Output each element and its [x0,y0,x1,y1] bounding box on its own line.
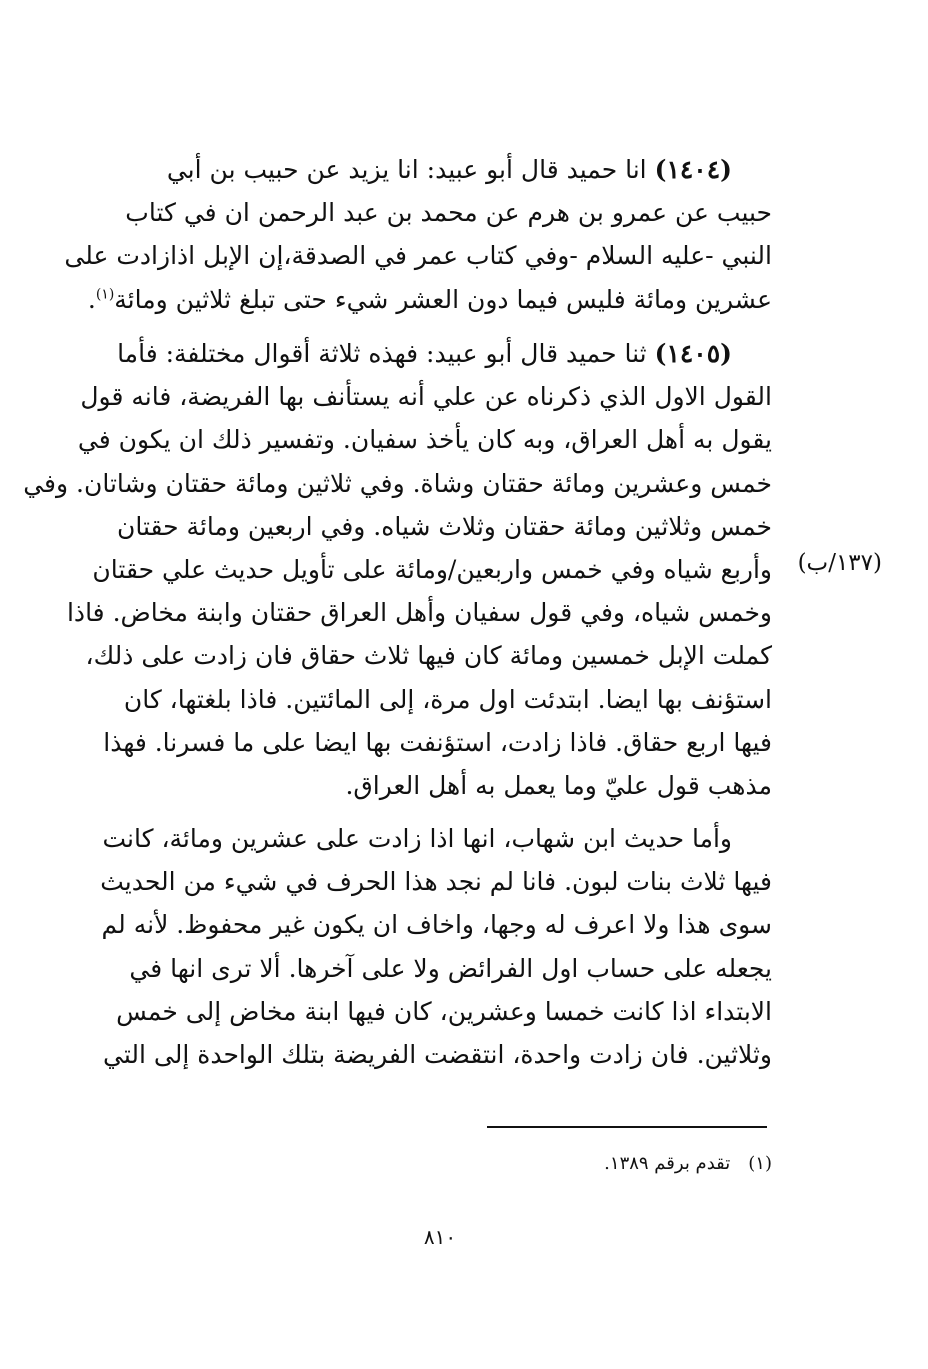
line-text: ثنا حميد قال أبو عبيد: فهذه ثلاثة أقوال مختلفة: فأما [117,339,647,368]
text-line: وثلاثين. فان زادت واحدة، انتقضت الفريضة بتلك الواحدة إلى التي [103,1040,772,1070]
line-text: انا حميد قال أبو عبيد: انا يزيد عن حبيب بن أبي [166,155,647,184]
text-line: مذهب قول عليّ وما يعمل به أهل العراق. [345,771,772,801]
text-line: الابتداء اذا كانت خمسا وعشرين، كان فيها ابنة مخاض إلى خمس [116,996,772,1026]
footnote-text: تقدم برقم ١٣٨٩. [604,1153,731,1174]
line-end: . [87,284,96,314]
text-line [110,332,772,375]
text-line: يقول به أهل العراق، وبه كان يأخذ سفيان. وتفسير ذلك ان يكون في [77,425,772,455]
text-line: وأربع شياه وفي خمس واربعين/ومائة على تأويل حديث علي حقتان [92,555,772,585]
text-line [87,278,772,321]
text-line: وأما حديث ابن شهاب، انها اذا زادت على عشرين ومائة، كانت [102,824,732,853]
paragraph-1404 [64,148,772,321]
text-line: خمس وعشرين ومائة حقتان وشاة. وفي ثلاثين ومائة حقتان وشاتان. وفي [23,468,772,498]
line-text: عشرين ومائة فليس فيما دون العشر شيء حتى تبلغ ثلاثين ومائة [114,284,772,314]
text-line: حبيب عن عمرو بن هرم عن محمد بن عبد الرحمن ان في كتاب [125,198,772,228]
margin-folio-note: (١٣٧/ب) [797,550,882,576]
footnote [400,1150,772,1178]
text-line: يجعله على حساب اول الفرائض ولا على آخرها. ألا ترى انها في [129,953,772,983]
text-line: خمس وثلاثين ومائة حقتان وثلاث شياه. وفي اربعين ومائة حقتان [116,511,772,541]
paragraph-number: (١٤٠٤) [654,155,732,184]
text-line: فيها ثلاث بنات لبون. فانا لم نجد هذا الحرف في شيء من الحديث [100,867,772,897]
footnote-marker: (١) [748,1153,772,1174]
text-line [110,148,772,191]
text-line: استؤنف بها ايضا. ابتدئت اول مرة، إلى المائتين. فاذا بلغتها، كان [123,684,772,714]
footnote-separator [487,1126,767,1128]
text-line: فيها اربع حقاق. فاذا زادت، استؤنفت بها ايضا على ما فسرنا. فهذا [103,727,772,757]
text-line: النبي -عليه السلام -وفي كتاب عمر في الصدقة،إن الإبل اذازادت على [64,241,772,271]
text-line: كملت الإبل خمسين ومائة كان فيها ثلاث حقاق فان زادت على ذلك، [85,641,772,671]
text-line: سوى هذا ولا اعرف له وجها، واخاف ان يكون غير محفوظ. لأنه لم [101,910,772,940]
paragraph-ibn-shihab [100,817,772,1076]
paragraph-1405 [23,332,772,807]
text-line: وخمس شياه، وفي قول سفيان وأهل العراق حقتان وابنة مخاض. فاذا [66,598,772,628]
page-number: ٨١٠ [423,1225,457,1249]
text-line: القول الاول الذي ذكرناه عن علي أنه يستأنف بها الفريضة، فانه قول [80,382,772,412]
paragraph-number: (١٤٠٥) [654,339,732,368]
footnote-reference[interactable]: (١) [95,286,115,303]
